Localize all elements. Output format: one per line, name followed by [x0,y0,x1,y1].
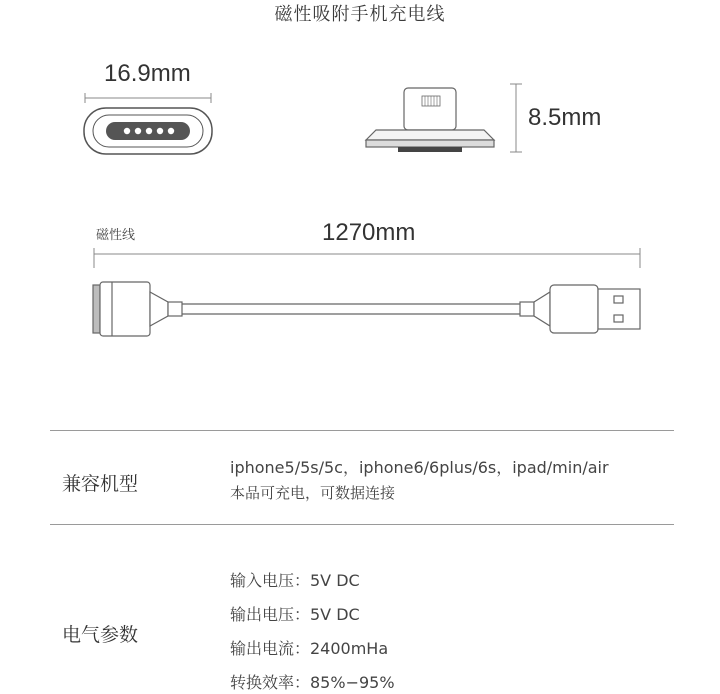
height-dimension-bracket [510,84,522,152]
lightning-plug-side [366,88,494,152]
cable-label: 磁性线 [96,228,136,243]
height-dimension-label: 8.5mm [528,104,602,131]
length-dimension-bracket [94,248,640,268]
compat-note: 本品可充电，可数据连接 [230,484,396,502]
magnetic-head-front [84,108,212,154]
compat-label: 兼容机型 [62,473,139,495]
spec-row: 输出电压：5V DC [230,605,360,624]
cable-drawing [93,282,640,336]
spec-row: 输出电流：2400mHa [230,639,389,658]
width-dimension-bracket [85,93,211,103]
compat-models: iphone5/5s/5c，iphone6/6plus/6s，ipad/min/air [230,458,609,477]
page-title: 磁性吸附手机充电线 [274,4,446,25]
width-dimension-label: 16.9mm [104,60,191,87]
length-dimension-label: 1270mm [322,219,416,246]
spec-row: 转换效率：85%−95% [230,673,395,692]
electrical-label: 电气参数 [62,624,139,646]
spec-row: 输入电压：5V DC [230,571,360,590]
divider-top [50,430,674,431]
divider-middle [50,524,674,525]
